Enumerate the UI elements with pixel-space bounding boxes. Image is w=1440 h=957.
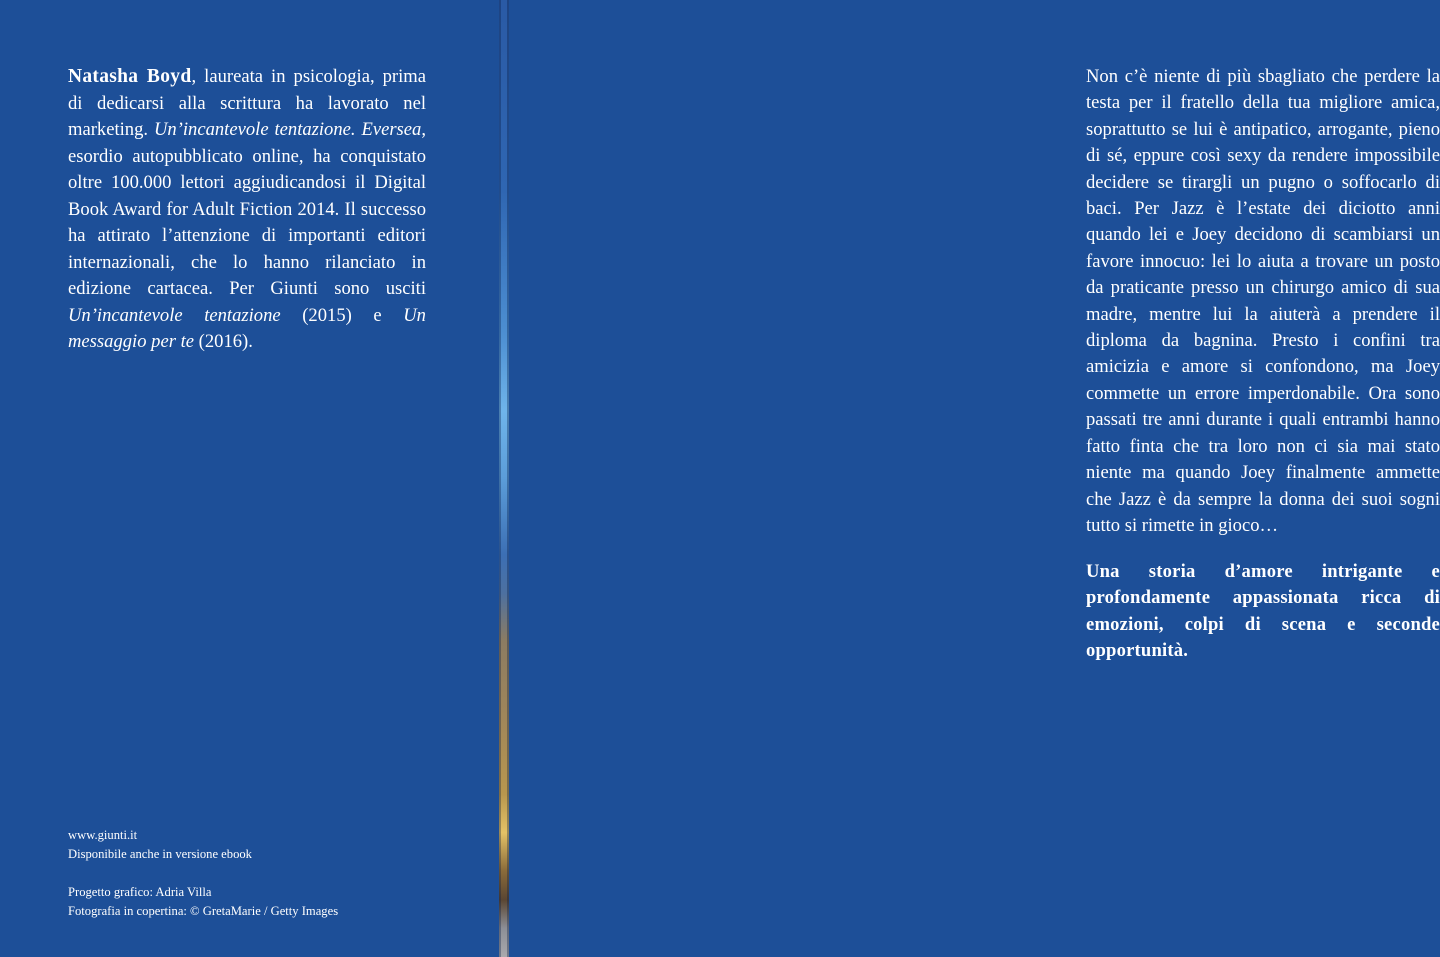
credits-block xyxy=(68,826,448,921)
ebook-note: Disponibile anche in versione ebook xyxy=(68,847,252,861)
bio-text-segment: (2015) e xyxy=(280,304,404,326)
credits-spacer xyxy=(68,864,448,883)
publisher-website: www.giunti.it xyxy=(68,828,138,842)
book-title-italic: Un’incantevole tentazione xyxy=(68,304,281,326)
book-tagline: Una storia d’amore intrigante e profondamente appassionata ricca di emozioni, colpi di scena e seconde opportunità. xyxy=(1086,561,1440,662)
back-flap xyxy=(0,0,499,957)
book-title-italic: Un’incantevole tentazione. Eversea xyxy=(153,119,422,140)
bio-text-segment: , laureata in psicologia, prima di dedicarsi alla scrittura ha lavorato nel marketing. xyxy=(68,66,427,140)
author-bio-text xyxy=(68,66,426,352)
photo-credit: Fotografia in copertina: © GretaMarie / Getty Images xyxy=(68,904,339,918)
design-credit: Progetto grafico: Adria Villa xyxy=(68,885,212,899)
author-name: Natasha Boyd xyxy=(68,66,192,87)
front-flap xyxy=(509,0,1440,957)
bio-text-segment: , esordio autopubblicato online, ha conquistato oltre 100.000 lettori aggiudicandosi il Digital Book Award for Adult Fiction 2014. Il successo ha attirato l’attenzione di importanti editori internazionali, che lo hanno rilanciato in edizione cartacea. Per Giunti sono usciti xyxy=(68,119,427,299)
book-spine xyxy=(499,0,509,957)
author-bio xyxy=(68,64,426,356)
book-title-italic: Un messaggio per te xyxy=(68,304,426,352)
bio-text-segment: (2016). xyxy=(194,331,253,352)
book-blurb: Non c’è niente di più sbagliato che perdere la testa per il fratello della tua migliore amica, soprattutto se lui è antipatico, arrogante, pieno di sé, eppure così sexy da rendere impossibile decidere se tirargli un pugno o soffocarlo di baci. Per Jazz è l’estate dei diciotto anni quando lei e Joey decidono di scambiarsi un favore innocuo: lei lo aiuta a trovare un posto da praticante presso un chirurgo amico di sua madre, mentre lui la aiuterà a prendere il diploma da bagnina. Presto i confini tra amicizia e amore si confondono, ma Joey commette un errore imperdonabile. Ora sono passati tre anni durante i quali entrambi hanno fatto finta che tra loro non ci sia mai stato niente ma quando Joey finalmente ammette che Jazz è da sempre la donna dei suoi sogni tutto si rimette in gioco… xyxy=(1086,66,1440,536)
